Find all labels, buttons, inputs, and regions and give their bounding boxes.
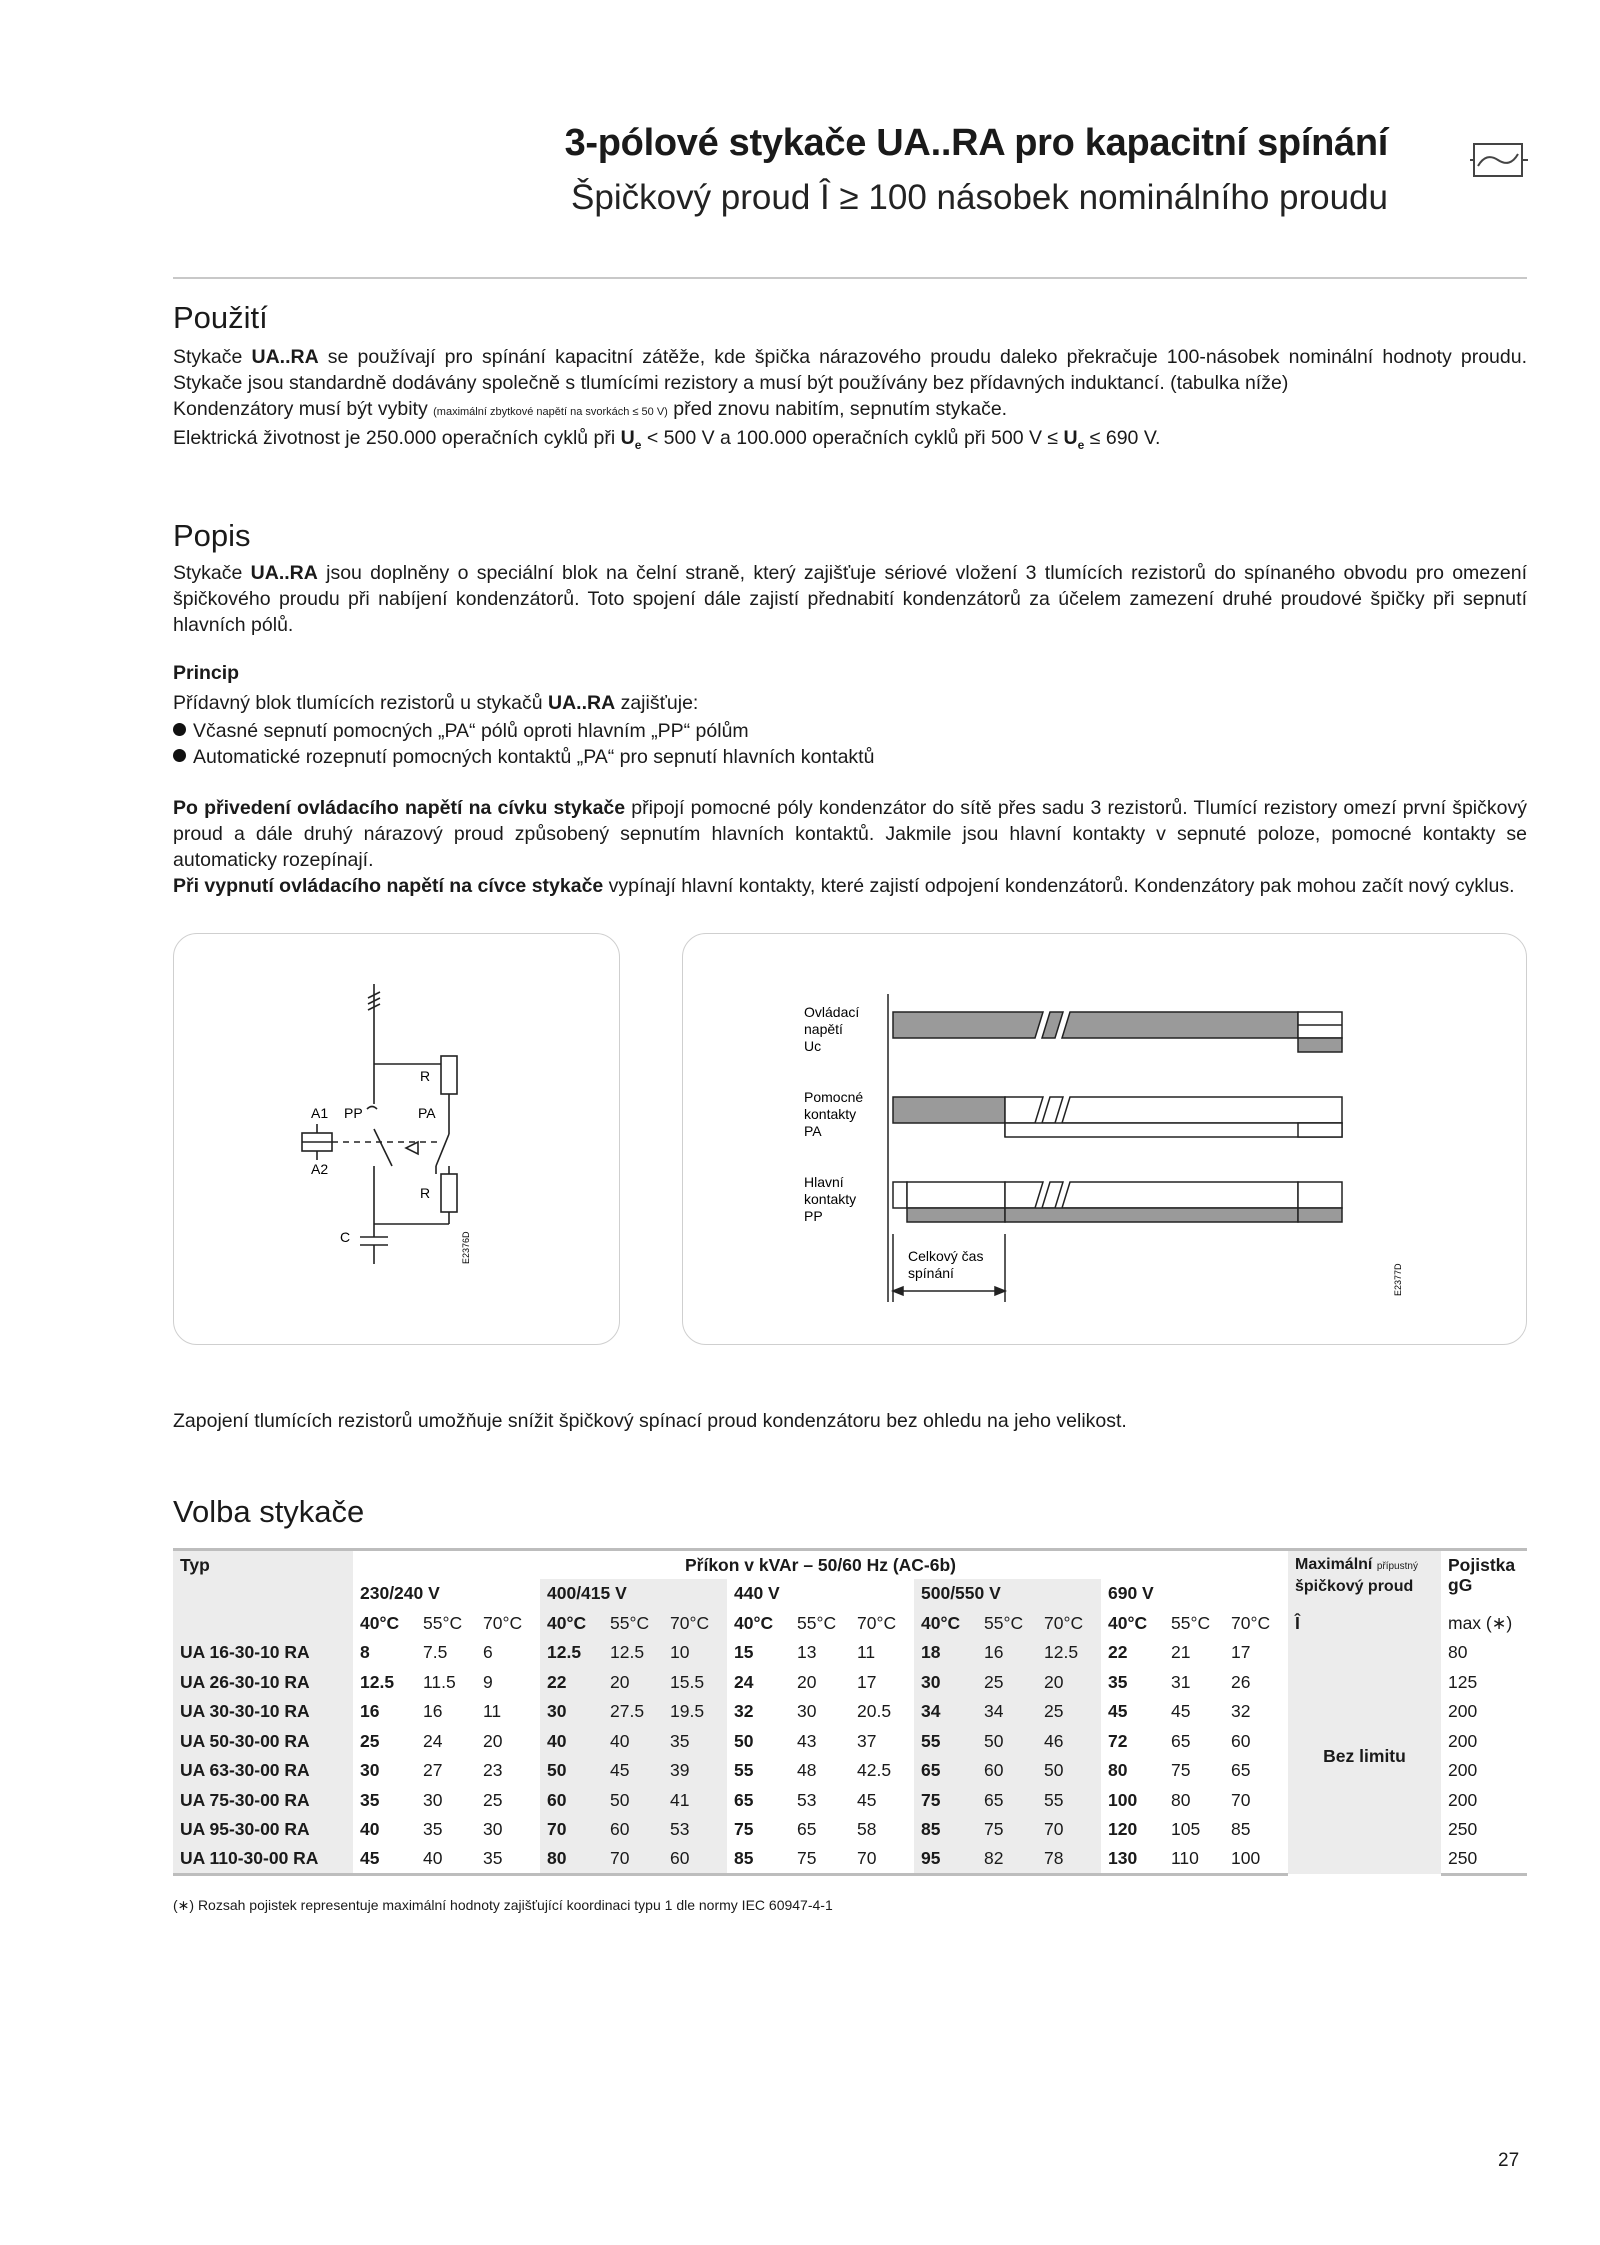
- power-value: 120: [1108, 1819, 1138, 1840]
- fuse-value: 250: [1441, 1845, 1527, 1875]
- power-value: 50: [734, 1730, 754, 1751]
- power-value: 6: [483, 1642, 493, 1663]
- temperature-header: 70°C: [1231, 1612, 1271, 1633]
- pp-label: PP: [344, 1105, 363, 1121]
- power-value: 43: [797, 1730, 817, 1751]
- power-value: 45: [1171, 1701, 1191, 1722]
- power-value: 100: [1108, 1789, 1138, 1810]
- description-heading: Popis: [173, 518, 251, 553]
- timing-diagram: [683, 934, 1528, 1346]
- temperature-header: 70°C: [483, 1612, 523, 1633]
- power-value: 46: [1037, 1727, 1101, 1757]
- power-value: 35: [360, 1789, 380, 1810]
- temperature-header: 55°C: [603, 1609, 663, 1639]
- power-value: 65: [977, 1786, 1037, 1816]
- circuit-diagram-box: [173, 933, 620, 1345]
- temperature-header: 40°C: [914, 1609, 977, 1639]
- col-type-header: Typ: [173, 1550, 353, 1580]
- power-value: 58: [857, 1819, 877, 1840]
- power-value: 40: [416, 1845, 476, 1875]
- voltage-header: 440 V: [734, 1583, 780, 1604]
- c-label: C: [340, 1229, 351, 1245]
- power-value: 22: [1108, 1642, 1128, 1663]
- main-label-2: kontakty: [804, 1191, 857, 1207]
- selection-table: [173, 1548, 1527, 1876]
- r2-label: R: [420, 1185, 431, 1201]
- col-power-header: Příkon v kVAr – 50/60 Hz (AC-6b): [353, 1550, 1288, 1580]
- power-value: 25: [1037, 1697, 1101, 1727]
- power-value: 75: [977, 1815, 1037, 1845]
- contactor-type: UA 16-30-10 RA: [173, 1638, 353, 1668]
- power-value: 50: [540, 1756, 603, 1786]
- power-value: 30: [797, 1701, 817, 1722]
- power-value: 60: [1231, 1730, 1251, 1751]
- control-label-2: napětí: [804, 1021, 843, 1037]
- temperature-header: 70°C: [663, 1609, 727, 1639]
- power-value: 25: [977, 1668, 1037, 1698]
- voltage-header: 690 V: [1108, 1583, 1154, 1604]
- power-value: 75: [790, 1845, 850, 1875]
- figure-code: E2376D: [461, 1231, 471, 1264]
- power-value: 40: [603, 1727, 663, 1757]
- power-value: 12.5: [540, 1638, 603, 1668]
- power-value: 70: [603, 1845, 663, 1875]
- power-value: 15.5: [663, 1668, 727, 1698]
- power-value: 11.5: [423, 1671, 456, 1692]
- power-value: 65: [734, 1789, 754, 1810]
- power-value: 39: [663, 1756, 727, 1786]
- power-value: 34: [977, 1697, 1037, 1727]
- page-number: 27: [1498, 2150, 1520, 2171]
- power-value: 20: [797, 1671, 817, 1692]
- header-divider: [173, 277, 1527, 279]
- power-value: 35: [663, 1727, 727, 1757]
- power-value: 85: [727, 1845, 790, 1875]
- power-value: 45: [603, 1756, 663, 1786]
- power-value: 17: [857, 1671, 877, 1692]
- power-value: 60: [603, 1815, 663, 1845]
- power-value: 27: [423, 1760, 443, 1781]
- power-value: 8: [360, 1642, 370, 1663]
- power-value: 30: [540, 1697, 603, 1727]
- power-value: 34: [914, 1697, 977, 1727]
- power-value: 75: [1171, 1760, 1191, 1781]
- capacitor-wave-icon: [1470, 136, 1530, 191]
- principle-text: Přídavný blok tlumících rezistorů u stykačů UA..RA zajišťuje:: [173, 692, 699, 714]
- power-value: 75: [734, 1819, 754, 1840]
- usage-text: Stykače UA..RA se používají pro spínání kapacitní zátěže, kde špička nárazového proudu daleko překračuje 100-násobek nominální hodnoty proudu. Stykače jsou standardně dodávány společně s tlumícími rezistory a musí být používány bez přídavných induktancí. (tabulka níže) Kondenzátory musí být vybity (maximální zbytkové napětí na svorkách ≤ 50 V) před znovu nabitím, sepnutím stykače. Elektrická životnost je 250.000 operačních cyklů při $U_e < 500$ V a 100.000 operačních cyklů při 500 $V \le U_e \le 690$ V.: [173, 346, 1527, 452]
- total-time-label: Celkový čas: [908, 1248, 984, 1264]
- power-value: 40: [540, 1727, 603, 1757]
- power-value: 70: [540, 1815, 603, 1845]
- power-value: 82: [977, 1845, 1037, 1875]
- contactor-type: UA 26-30-10 RA: [173, 1668, 353, 1698]
- col-peak-header: Maximální přípustný špičkový proud: [1288, 1550, 1441, 1609]
- power-value: 95: [914, 1845, 977, 1875]
- fuse-value: 125: [1448, 1671, 1478, 1692]
- power-value: 72: [1108, 1730, 1128, 1751]
- voltage-header: 230/240 V: [360, 1583, 440, 1604]
- power-value: 70: [1037, 1815, 1101, 1845]
- power-value: 105: [1171, 1819, 1201, 1840]
- power-value: 16: [977, 1638, 1037, 1668]
- a1-label: A1: [311, 1105, 329, 1121]
- power-value: 55: [914, 1727, 977, 1757]
- power-value: 65: [797, 1819, 817, 1840]
- control-label-3: Uc: [804, 1038, 822, 1054]
- page-title: 3-pólové stykače UA..RA pro kapacitní spínání: [564, 122, 1388, 164]
- power-value: 27.5: [603, 1697, 663, 1727]
- fuse-value: 250: [1448, 1819, 1478, 1840]
- temperature-header: 40°C: [734, 1612, 774, 1633]
- power-value: 130: [1101, 1845, 1164, 1875]
- power-value: 37: [857, 1730, 877, 1751]
- power-value: 32: [734, 1701, 754, 1722]
- temperature-header: 55°C: [1171, 1612, 1211, 1633]
- power-value: 13: [797, 1642, 817, 1663]
- power-value: 100: [1224, 1845, 1288, 1875]
- power-value: 35: [1108, 1671, 1128, 1692]
- power-value: 41: [663, 1786, 727, 1816]
- col-fuse-header: Pojistka gG: [1441, 1550, 1527, 1609]
- power-value: 9: [483, 1671, 493, 1692]
- contactor-type: UA 63-30-00 RA: [173, 1756, 353, 1786]
- voltage-header: 500/550 V: [914, 1579, 1101, 1609]
- power-value: 26: [1231, 1671, 1251, 1692]
- power-value: 42.5: [857, 1760, 892, 1781]
- selection-heading: Volba stykače: [173, 1494, 365, 1529]
- power-value: 15: [734, 1642, 754, 1663]
- power-value: 110: [1164, 1845, 1224, 1875]
- main-label: Hlavní: [804, 1174, 844, 1190]
- power-value: 85: [914, 1815, 977, 1845]
- power-value: 65: [1171, 1730, 1191, 1751]
- power-value: 60: [977, 1756, 1037, 1786]
- power-value: 23: [483, 1760, 503, 1781]
- power-value: 30: [423, 1789, 443, 1810]
- power-value: 55: [1037, 1786, 1101, 1816]
- power-value: 11: [857, 1642, 876, 1663]
- power-value: 75: [914, 1786, 977, 1816]
- power-value: 50: [603, 1786, 663, 1816]
- power-value: 53: [663, 1815, 727, 1845]
- power-value: 50: [977, 1727, 1037, 1757]
- power-value: 24: [423, 1730, 443, 1751]
- power-value: 22: [540, 1668, 603, 1698]
- total-time-label-2: spínání: [908, 1265, 954, 1281]
- power-value: 60: [540, 1786, 603, 1816]
- page-subtitle: Špičkový proud Î ≥ 100 násobek nominálního proudu: [571, 178, 1388, 217]
- operation-text: Po přivedení ovládacího napětí na cívku stykače připojí pomocné póly kondenzátor do sítě přes sadu 3 rezistorů. Tlumící rezistory omezí první špičkový proud a dále druhý nárazový proud způsobený sepnutím hlavních kontaktů. Jakmile jsou hlavní kontakty v sepnuté poloze, pomocné kontakty se automaticky rozepínají. Při vypnutí ovládacího napětí na cívce stykače vypínají hlavní kontakty, které zajistí odpojení kondenzátorů. Kondenzátory pak mohou začít nový cyklus.: [173, 797, 1527, 897]
- temperature-header: 55°C: [423, 1612, 463, 1633]
- power-value: 65: [914, 1756, 977, 1786]
- power-value: 17: [1231, 1642, 1251, 1663]
- power-value: 80: [1171, 1789, 1191, 1810]
- power-value: 30: [914, 1668, 977, 1698]
- power-value: 78: [1037, 1845, 1101, 1875]
- fuse-value: 200: [1448, 1701, 1478, 1722]
- temperature-header: 55°C: [977, 1609, 1037, 1639]
- fuse-value: 200: [1448, 1730, 1478, 1751]
- fuse-value: 80: [1448, 1642, 1468, 1663]
- power-value: 20.5: [857, 1701, 892, 1722]
- figure-caption: Zapojení tlumících rezistorů umožňuje snížit špičkový spínací proud kondenzátoru bez ohledu na jeho velikost.: [173, 1410, 1127, 1432]
- power-value: 60: [663, 1845, 727, 1875]
- power-value: 45: [1108, 1701, 1128, 1722]
- control-label: Ovládací: [804, 1004, 860, 1020]
- power-value: 31: [1171, 1671, 1191, 1692]
- table-row: [173, 1638, 1527, 1668]
- power-value: 12.5: [603, 1638, 663, 1668]
- power-value: 16: [360, 1701, 380, 1722]
- temperature-header: 70°C: [857, 1612, 897, 1633]
- table-footnote: (∗) Rozsah pojistek representuje maximální hodnoty zajišťující koordinaci typu 1 dle normy IEC 60947-4-1: [173, 1897, 833, 1913]
- temperature-header: 70°C: [1037, 1609, 1101, 1639]
- power-value: 45: [857, 1789, 877, 1810]
- power-value: 32: [1231, 1701, 1251, 1722]
- figure-code: E2377D: [1393, 1263, 1403, 1296]
- power-value: 50: [1037, 1756, 1101, 1786]
- usage-heading: Použití: [173, 300, 268, 335]
- power-value: 85: [1231, 1819, 1251, 1840]
- a2-label: A2: [311, 1161, 329, 1177]
- r1-label: R: [420, 1068, 431, 1084]
- contactor-type: UA 50-30-00 RA: [173, 1727, 353, 1757]
- aux-label-2: kontakty: [804, 1106, 857, 1122]
- power-value: 18: [914, 1638, 977, 1668]
- power-value: 80: [1108, 1760, 1128, 1781]
- power-value: 20: [483, 1730, 503, 1751]
- power-value: 11: [483, 1701, 502, 1722]
- power-value: 30: [360, 1760, 380, 1781]
- contactor-type: UA 75-30-00 RA: [173, 1786, 353, 1816]
- power-value: 12.5: [360, 1671, 395, 1692]
- contactor-type: UA 30-30-10 RA: [173, 1697, 353, 1727]
- power-value: 16: [423, 1701, 443, 1722]
- power-value: 20: [603, 1668, 663, 1698]
- power-value: 25: [483, 1789, 503, 1810]
- timing-diagram-box: [682, 933, 1527, 1345]
- power-value: 80: [540, 1845, 603, 1875]
- power-value: 12.5: [1037, 1638, 1101, 1668]
- temperature-header: 40°C: [360, 1612, 400, 1633]
- list-item: Včasné sepnutí pomocných „PA“ pólů oproti hlavním „PP“ pólům: [173, 718, 749, 744]
- principle-heading: Princip: [173, 662, 240, 684]
- power-value: 40: [360, 1819, 380, 1840]
- pa-label: PA: [418, 1105, 436, 1121]
- peak-symbol: Î: [1288, 1609, 1441, 1639]
- circuit-diagram: [174, 934, 621, 1346]
- peak-current-value: Bez limitu: [1288, 1638, 1441, 1874]
- aux-label: Pomocné: [804, 1089, 864, 1105]
- fuse-max-header: max (∗): [1448, 1612, 1513, 1633]
- temperature-header: 40°C: [1108, 1612, 1148, 1633]
- selection-table-wrap: [173, 1548, 1527, 1876]
- fuse-value: 200: [1448, 1789, 1478, 1810]
- contactor-type: UA 110-30-00 RA: [173, 1845, 353, 1875]
- description-text: Stykače UA..RA jsou doplněny o speciální blok na čelní straně, který zajišťuje sériové vložení 3 tlumících rezistorů do spínaného obvodu pro omezení špičkového proudu při nabíjení kondenzátorů. Toto spojení dále zajistí přednabití kondenzátorů za účelem zamezení druhé proudové špičky při sepnutí hlavních pólů.: [173, 562, 1527, 636]
- power-value: 20: [1037, 1668, 1101, 1698]
- power-value: 45: [353, 1845, 416, 1875]
- temperature-header: 40°C: [540, 1609, 603, 1639]
- power-value: 30: [483, 1819, 503, 1840]
- contactor-type: UA 95-30-00 RA: [173, 1815, 353, 1845]
- power-value: 48: [797, 1760, 817, 1781]
- temperature-header: 55°C: [797, 1612, 837, 1633]
- power-value: 53: [797, 1789, 817, 1810]
- voltage-header: 400/415 V: [540, 1579, 727, 1609]
- power-value: 70: [1231, 1789, 1251, 1810]
- power-value: 7.5: [423, 1642, 448, 1663]
- fuse-value: 200: [1448, 1760, 1478, 1781]
- main-label-3: PP: [804, 1208, 823, 1224]
- power-value: 21: [1171, 1642, 1191, 1663]
- power-value: 65: [1231, 1760, 1251, 1781]
- list-item: Automatické rozepnutí pomocných kontaktů „PA“ pro sepnutí hlavních kontaktů: [173, 744, 874, 770]
- power-value: 19.5: [663, 1697, 727, 1727]
- power-value: 10: [663, 1638, 727, 1668]
- power-value: 55: [734, 1760, 754, 1781]
- power-value: 35: [423, 1819, 443, 1840]
- aux-label-3: PA: [804, 1123, 822, 1139]
- power-value: 25: [360, 1730, 380, 1751]
- power-value: 35: [476, 1845, 540, 1875]
- power-value: 70: [850, 1845, 914, 1875]
- power-value: 24: [734, 1671, 754, 1692]
